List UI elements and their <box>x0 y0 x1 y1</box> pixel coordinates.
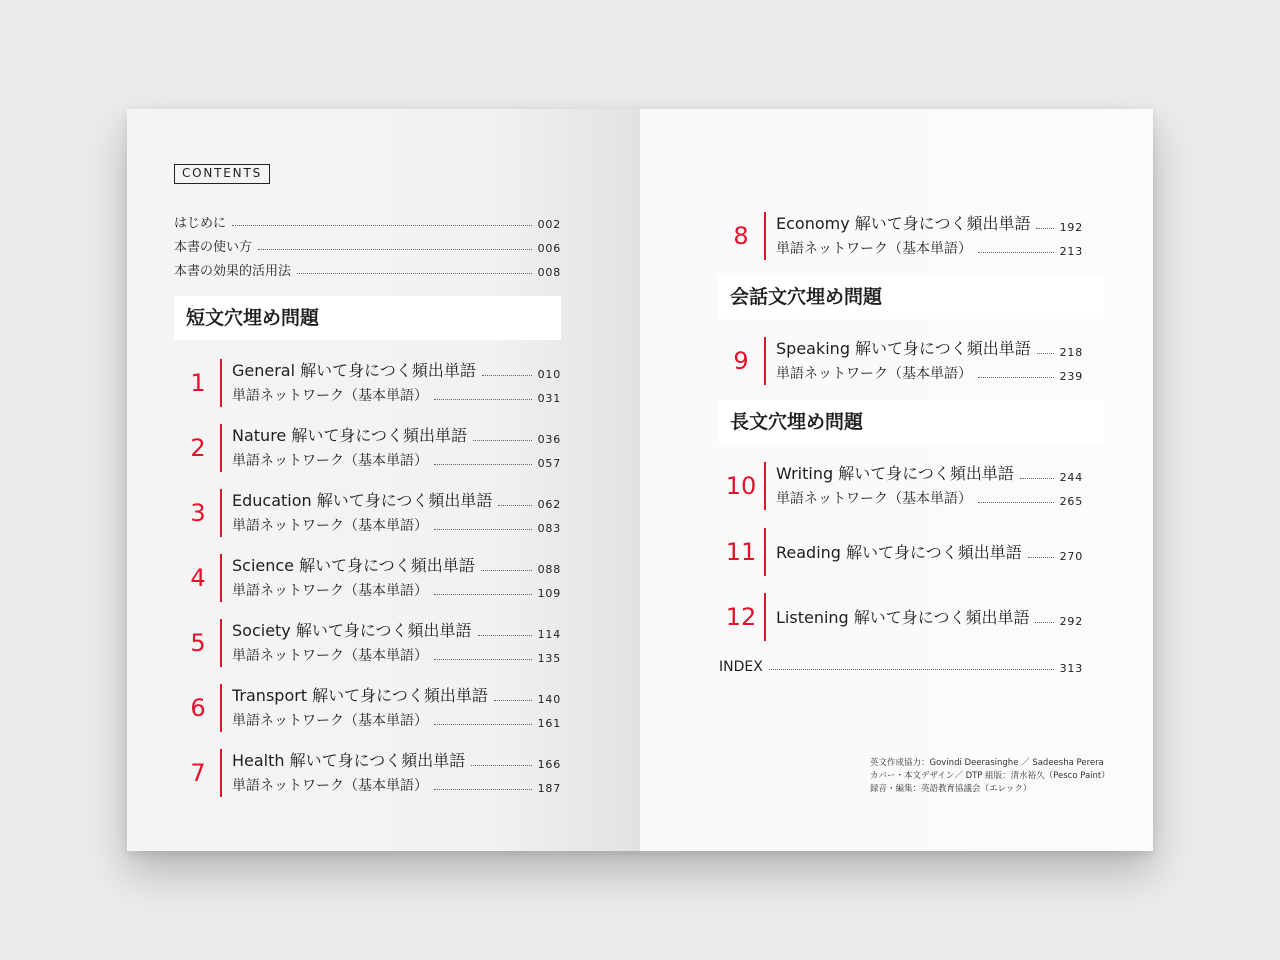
leader-dots <box>494 700 532 701</box>
chapter-title-row[interactable] <box>232 489 561 511</box>
chapter-divider <box>220 554 222 602</box>
page-number: 114 <box>537 628 561 641</box>
chapter-sub-row[interactable] <box>776 365 1083 383</box>
chapter-number: 12 <box>725 603 757 631</box>
leader-dots <box>471 765 531 766</box>
leader-dots <box>434 399 532 400</box>
chapter-title: Health 解いて身につく頻出単語 <box>232 751 466 770</box>
front-matter-title: はじめに <box>174 216 227 231</box>
chapter-title: Speaking 解いて身につく頻出単語 <box>776 339 1031 358</box>
leader-dots <box>1020 478 1054 479</box>
front-matter-row[interactable] <box>174 213 561 231</box>
chapter-subtitle: 単語ネットワーク（基本単語） <box>232 583 428 599</box>
page-number: 187 <box>537 782 561 795</box>
page-number: 239 <box>1059 370 1083 383</box>
chapter-title-row[interactable] <box>232 359 561 381</box>
chapter-title-row[interactable] <box>776 462 1083 484</box>
chapter-sub-row[interactable] <box>232 647 561 665</box>
page-number: 313 <box>1059 662 1083 675</box>
page-number: 036 <box>537 433 561 446</box>
chapter-number: 1 <box>190 369 206 397</box>
leader-dots <box>769 669 1054 670</box>
section-heading-conversation: 会話文穴埋め問題 <box>718 275 1105 319</box>
chapter-number: 8 <box>733 222 749 250</box>
contents-label: CONTENTS <box>174 164 270 184</box>
index-row[interactable] <box>719 657 1083 675</box>
left-page <box>127 109 640 851</box>
page-number: 088 <box>537 563 561 576</box>
leader-dots <box>258 249 532 250</box>
chapter-title: Education 解いて身につく頻出単語 <box>232 491 493 510</box>
chapter-subtitle: 単語ネットワーク（基本単語） <box>232 453 428 469</box>
chapter-title: Writing 解いて身につく頻出単語 <box>776 464 1014 483</box>
chapter-title: Reading 解いて身につく頻出単語 <box>776 543 1022 562</box>
page-number: 166 <box>537 758 561 771</box>
credit-line: 英文作成協力：Govindi Deerasinghe ／ Sadeesha Perera <box>870 758 1104 768</box>
chapter-subtitle: 単語ネットワーク（基本単語） <box>232 518 428 534</box>
chapter-divider <box>220 619 222 667</box>
chapter-divider <box>764 593 766 641</box>
leader-dots <box>434 594 532 595</box>
chapter-subtitle: 単語ネットワーク（基本単語） <box>232 388 428 404</box>
chapter-title-row[interactable] <box>232 684 561 706</box>
chapter-sub-row[interactable] <box>232 712 561 730</box>
chapter-number: 10 <box>725 472 757 500</box>
page-number: 265 <box>1059 495 1083 508</box>
chapter-subtitle: 単語ネットワーク（基本単語） <box>776 491 972 507</box>
chapter-number: 3 <box>190 499 206 527</box>
credit-line: 録音・編集：英語教育協議会（エレック） <box>870 784 1032 794</box>
leader-dots <box>1035 622 1053 623</box>
page-number: 244 <box>1059 471 1083 484</box>
chapter-number: 7 <box>190 759 206 787</box>
chapter-title: Society 解いて身につく頻出単語 <box>232 621 472 640</box>
chapter-number: 4 <box>190 564 206 592</box>
chapter-title: Science 解いて身につく頻出単語 <box>232 556 475 575</box>
page-number: 218 <box>1059 346 1083 359</box>
chapter-subtitle: 単語ネットワーク（基本単語） <box>232 778 428 794</box>
chapter-sub-row[interactable] <box>232 517 561 535</box>
page-number: 161 <box>537 717 561 730</box>
chapter-title-row[interactable] <box>776 541 1083 563</box>
chapter-divider <box>764 212 766 260</box>
chapter-number: 2 <box>190 434 206 462</box>
chapter-subtitle: 単語ネットワーク（基本単語） <box>776 241 972 257</box>
page-number: 292 <box>1059 615 1083 628</box>
chapter-title: Transport 解いて身につく頻出単語 <box>232 686 488 705</box>
chapter-divider <box>764 528 766 576</box>
chapter-title-row[interactable] <box>776 337 1083 359</box>
leader-dots <box>434 789 532 790</box>
credits <box>870 757 1110 796</box>
index-label: INDEX <box>719 659 763 675</box>
chapter-divider <box>764 462 766 510</box>
page-number: 109 <box>537 587 561 600</box>
book-spread <box>127 109 1153 851</box>
leader-dots <box>1037 353 1054 354</box>
chapter-title: Economy 解いて身につく頻出単語 <box>776 214 1031 233</box>
page-number: 135 <box>537 652 561 665</box>
leader-dots <box>478 635 532 636</box>
chapter-title: General 解いて身につく頻出単語 <box>232 361 476 380</box>
right-page <box>640 109 1153 851</box>
chapter-subtitle: 単語ネットワーク（基本単語） <box>776 366 972 382</box>
chapter-divider <box>220 424 222 472</box>
chapter-title-row[interactable] <box>232 619 561 641</box>
page-number: 062 <box>537 498 561 511</box>
chapter-sub-row[interactable] <box>232 582 561 600</box>
page-number: 031 <box>537 392 561 405</box>
leader-dots <box>434 659 532 660</box>
page-number: 057 <box>537 457 561 470</box>
chapter-sub-row[interactable] <box>776 490 1083 508</box>
leader-dots <box>978 377 1054 378</box>
leader-dots <box>1036 228 1053 229</box>
page-number: 006 <box>537 242 561 255</box>
front-matter-row[interactable] <box>174 237 561 255</box>
page-number: 008 <box>537 266 561 279</box>
front-matter-title: 本書の使い方 <box>174 240 253 255</box>
page-number: 083 <box>537 522 561 535</box>
leader-dots <box>482 375 532 376</box>
chapter-sub-row[interactable] <box>232 452 561 470</box>
page-number: 010 <box>537 368 561 381</box>
chapter-title-row[interactable] <box>232 554 561 576</box>
page-number: 213 <box>1059 245 1083 258</box>
chapter-subtitle: 単語ネットワーク（基本単語） <box>232 648 428 664</box>
chapter-number: 5 <box>190 629 206 657</box>
chapter-sub-row[interactable] <box>232 387 561 405</box>
leader-dots <box>232 225 532 226</box>
chapter-number: 9 <box>733 347 749 375</box>
front-matter-title: 本書の効果的活用法 <box>174 264 292 279</box>
chapter-title-row[interactable] <box>776 606 1083 628</box>
leader-dots <box>434 464 532 465</box>
chapter-divider <box>220 489 222 537</box>
chapter-title-row[interactable] <box>232 749 561 771</box>
page-number: 270 <box>1059 550 1083 563</box>
credit-line: カバー・本文デザイン／ DTP 組版：清水裕久（Pesco Paint） <box>870 771 1110 781</box>
page-number: 192 <box>1059 221 1083 234</box>
leader-dots <box>434 724 532 725</box>
chapter-title: Nature 解いて身につく頻出単語 <box>232 426 468 445</box>
section-heading-long: 長文穴埋め問題 <box>718 400 1105 444</box>
chapter-divider <box>220 684 222 732</box>
section-heading-short: 短文穴埋め問題 <box>174 296 561 340</box>
chapter-sub-row[interactable] <box>776 240 1083 258</box>
leader-dots <box>498 505 531 506</box>
page-number: 140 <box>537 693 561 706</box>
leader-dots <box>1028 557 1054 558</box>
chapter-divider <box>220 749 222 797</box>
chapter-title: Listening 解いて身につく頻出単語 <box>776 608 1030 627</box>
chapter-divider <box>220 359 222 407</box>
leader-dots <box>481 570 532 571</box>
leader-dots <box>434 529 532 530</box>
leader-dots <box>978 252 1054 253</box>
chapter-title-row[interactable] <box>776 212 1083 234</box>
leader-dots <box>297 273 532 274</box>
page-number: 002 <box>537 218 561 231</box>
front-matter-row[interactable] <box>174 261 561 279</box>
leader-dots <box>473 440 532 441</box>
chapter-subtitle: 単語ネットワーク（基本単語） <box>232 713 428 729</box>
chapter-divider <box>764 337 766 385</box>
chapter-number: 11 <box>725 538 757 566</box>
chapter-sub-row[interactable] <box>232 777 561 795</box>
chapter-title-row[interactable] <box>232 424 561 446</box>
leader-dots <box>978 502 1054 503</box>
chapter-number: 6 <box>190 694 206 722</box>
